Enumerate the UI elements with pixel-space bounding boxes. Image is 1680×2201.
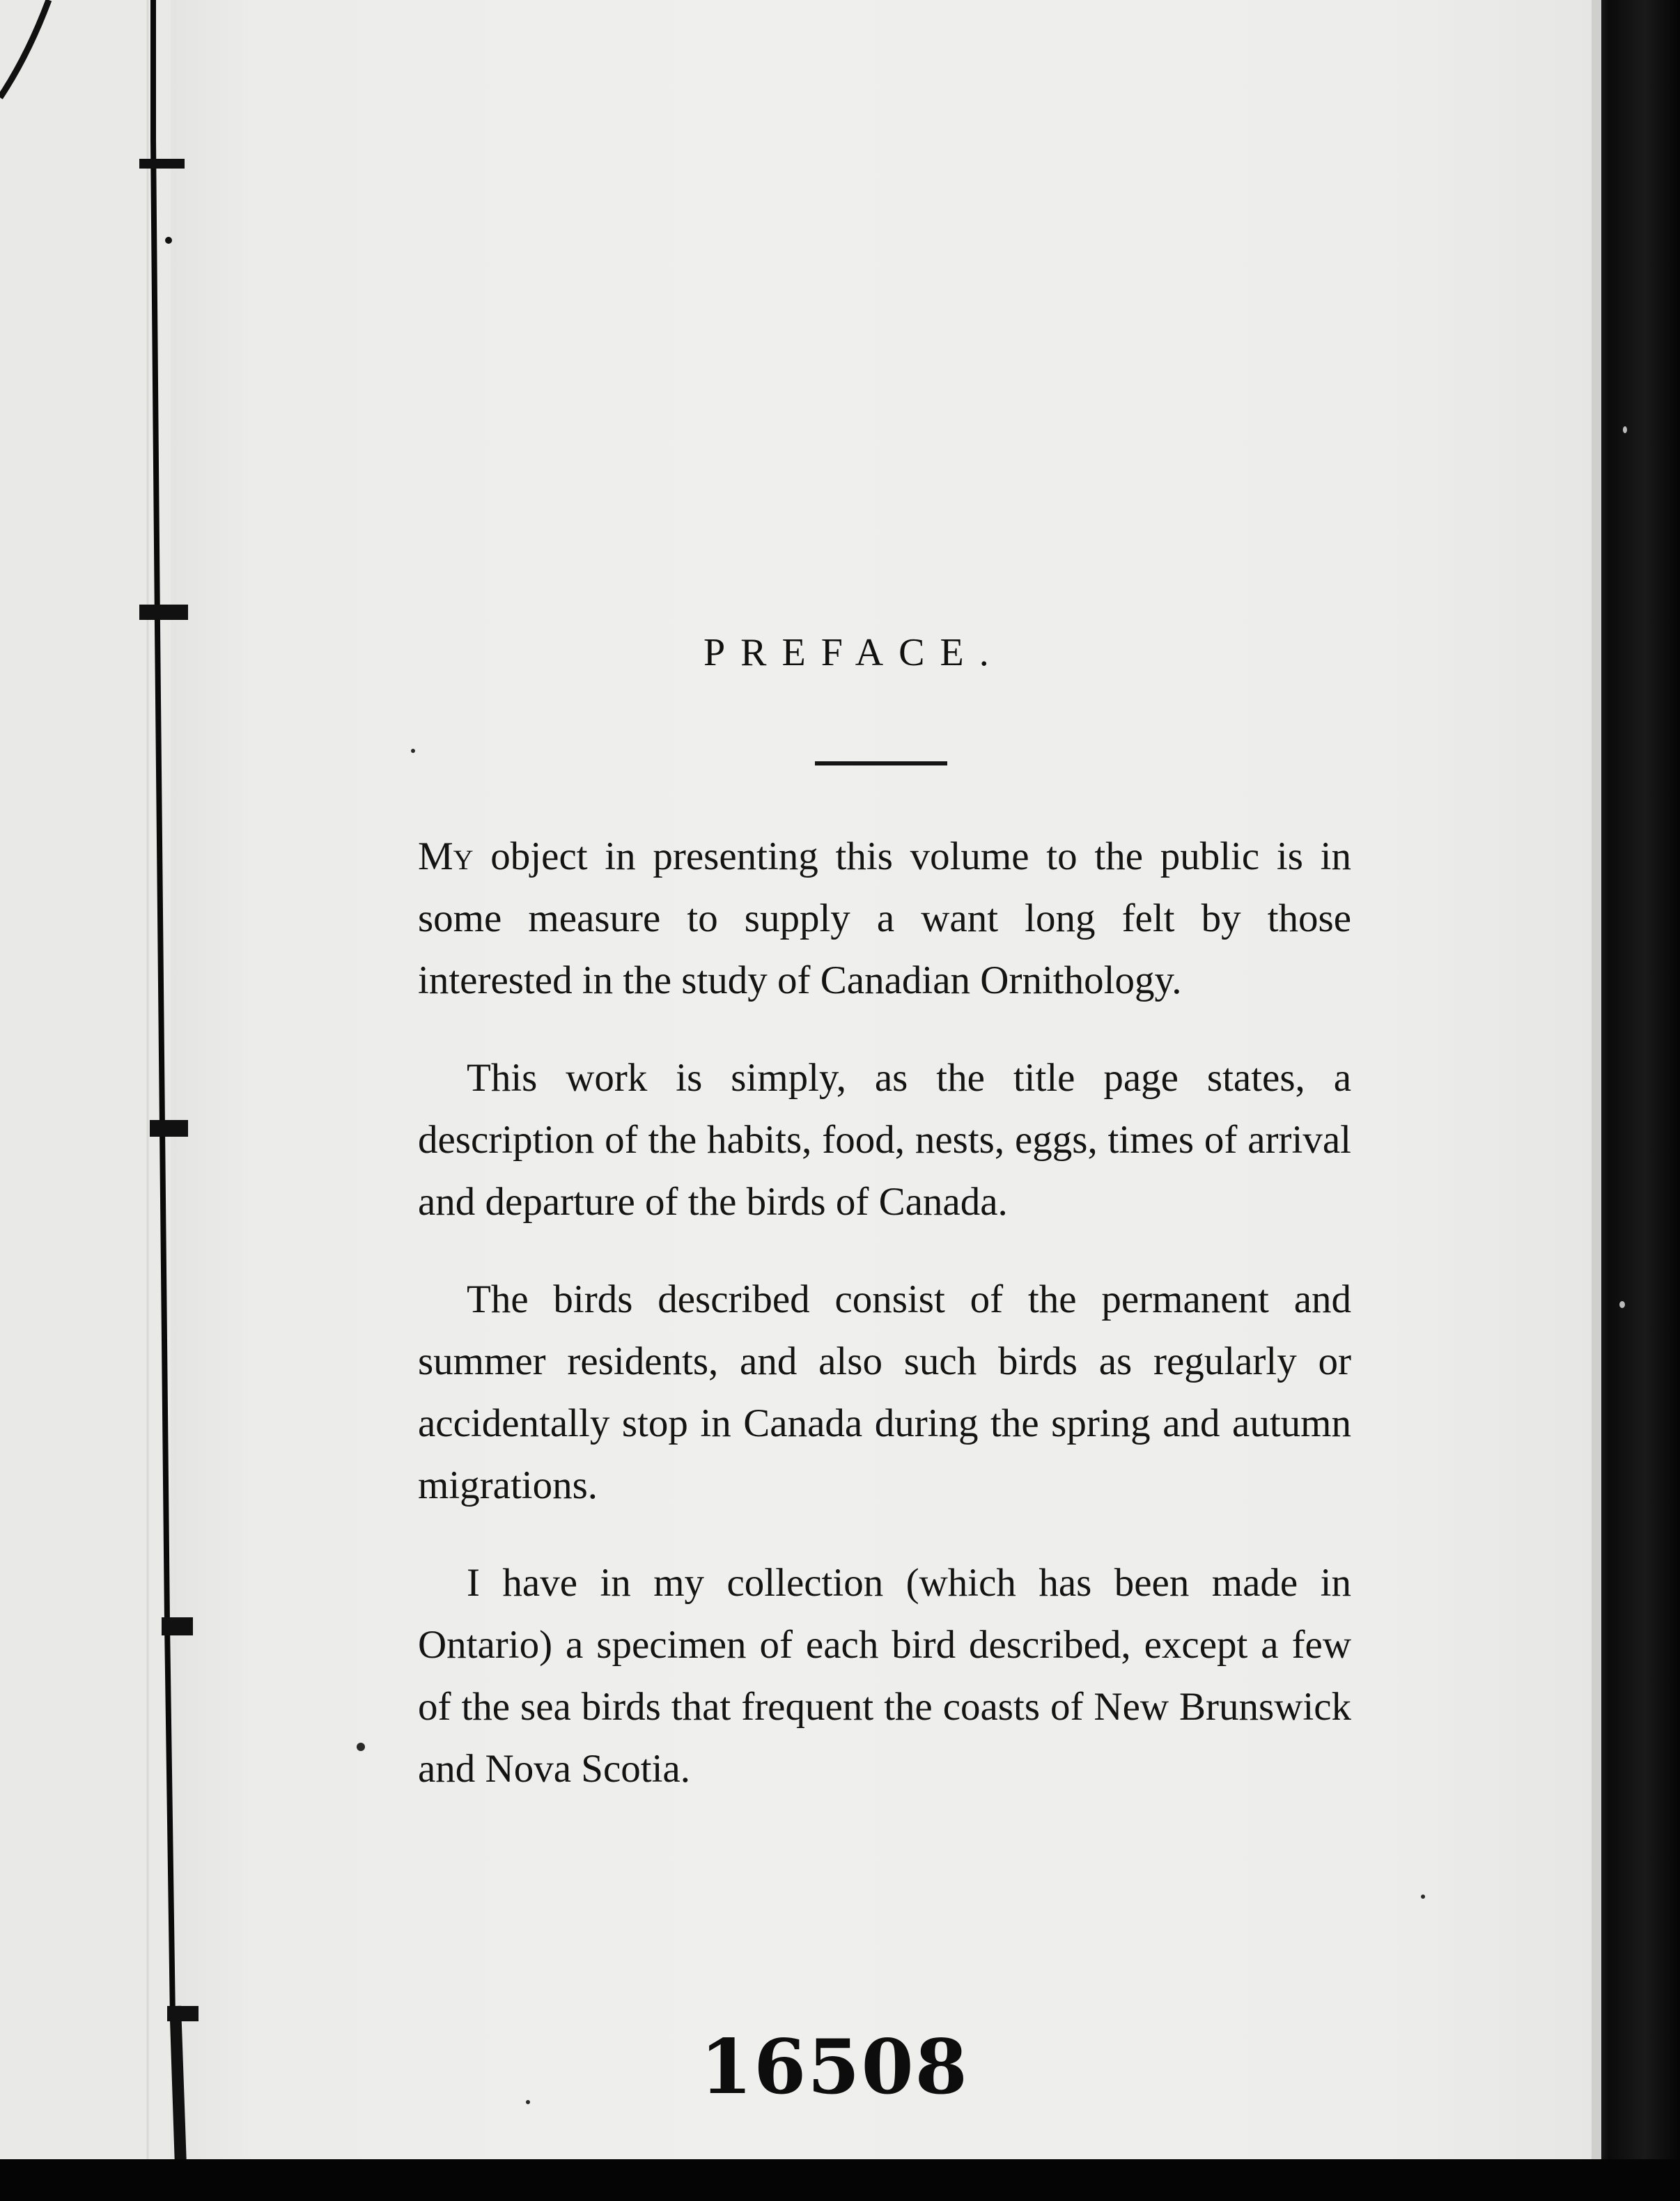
paper-speck [526,2100,530,2104]
catalog-stamp-number: 16508 [700,2023,969,2111]
paper-speck [1421,1895,1425,1899]
paragraph-4: I have in my collection (which has been made in Ontario) a specimen of each bird described, except a few of the sea birds that frequent the coasts of New Brunswick and Nova Scotia. [418,1561,1351,1791]
paragraph-2: This work is simply, as the title page states, a description of the habits, food, nests, eggs, times of arrival and departure of the birds of Canada. [418,1056,1351,1224]
page-curl-mark [0,0,63,118]
page-heading: PREFACE. [703,631,1004,674]
paper-speck [357,1743,365,1751]
paragraph-1-text: object in presenting this volume to the public is in some measure to supply a want long felt by those interested in the study of Canadian Ornithology. [418,834,1351,1002]
paragraph-1 [418,825,1351,1011]
binding-thread [139,0,216,2166]
paper-speck [1623,426,1627,433]
scan-bottom-border [0,2159,1680,2201]
cover-edge [1592,0,1680,2201]
paragraph-3: The birds described consist of the permanent and summer residents, and also such birds as regularly or accidentally stop in Canada during the spring and autumn migrations. [418,1277,1351,1507]
heading-rule [815,761,947,765]
paper-speck [1619,1301,1625,1308]
preface-text [418,825,1351,1835]
paragraph-1-lead: My [418,834,474,878]
paper-speck [411,749,415,753]
page-edge-highlight [1592,0,1601,2166]
